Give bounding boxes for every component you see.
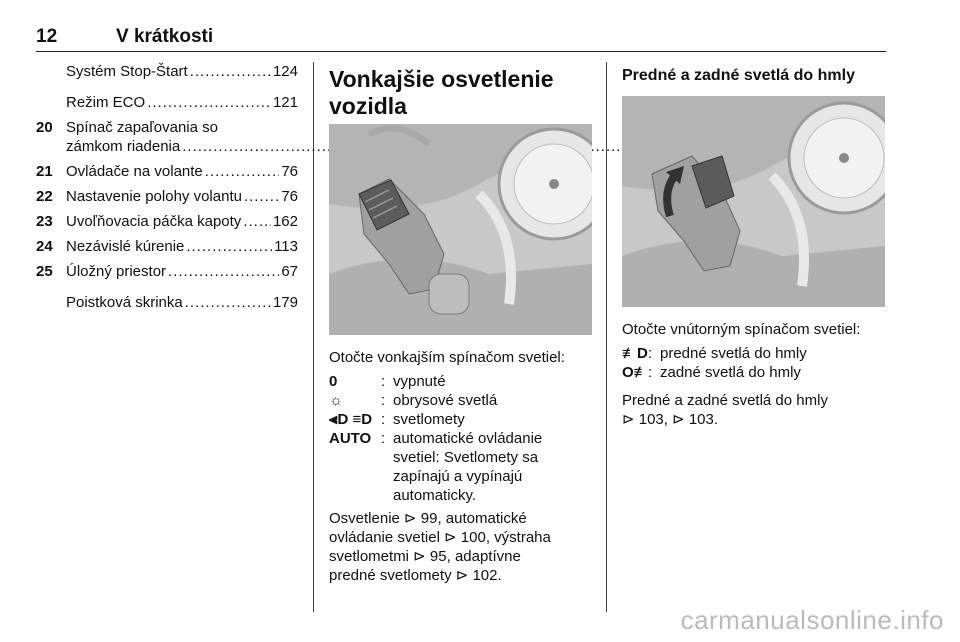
toc-page: 121 xyxy=(272,94,298,111)
toc-entry-text: Uvoľňovacia páčka kapoty xyxy=(66,213,242,230)
definition-row: AUTO : automatické ovládanie svetiel: Svetlomety sa zapínajú a vypínajú automaticky. xyxy=(329,430,543,504)
definition-row: ⫷D ≡D : svetlomety xyxy=(329,411,465,428)
toc-list xyxy=(36,62,298,318)
exterior-references: Osvetlenie ⊳ 99, automatické ovládanie svetiel ⊳ 100, výstraha svetlometmi ⊳ 95, adaptívne predné svetlomety ⊳ 102. xyxy=(329,510,551,584)
toc-entry-text: Systém Stop-Štart xyxy=(66,63,188,80)
toc-number: 21 xyxy=(36,163,53,180)
toc-number: 24 xyxy=(36,238,53,255)
rear-fog-light-icon: O≢ xyxy=(622,364,649,381)
definition-row: ≢D : predné svetlá do hmly xyxy=(622,345,807,362)
toc-row xyxy=(36,237,298,256)
watermark: carmanualsonline.info xyxy=(680,605,944,635)
toc-page: 76 xyxy=(281,188,298,205)
exterior-light-switch-illustration xyxy=(329,124,592,335)
off-symbol: 0 xyxy=(329,373,338,390)
toc-entry-text: Úložný priestor xyxy=(66,263,167,280)
toc-number: 25 xyxy=(36,263,53,280)
toc-row xyxy=(36,62,298,81)
toc-entry-text: Spínač zapaľovania so xyxy=(66,119,218,136)
front-fog-light-icon: ≢D xyxy=(622,345,648,362)
exterior-lighting-heading: Vonkajšie osvetlenie vozidla xyxy=(329,66,554,119)
toc-page: 67 xyxy=(281,263,298,280)
fog-instruction: Otočte vnútorným spínačom svetiel: xyxy=(622,321,861,338)
exterior-instruction: Otočte vonkajším spínačom svetiel: xyxy=(329,349,565,366)
parking-light-icon: ☼ xyxy=(329,392,343,409)
toc-entry-text: Režim ECO xyxy=(66,94,146,111)
fog-light-switch-illustration xyxy=(622,96,885,307)
definition-row: O≢ : zadné svetlá do hmly xyxy=(622,364,801,381)
toc-page: 113 xyxy=(274,238,298,255)
toc-entry-text: Ovládače na volante xyxy=(66,163,203,180)
page-header-title: V krátkosti xyxy=(116,26,214,47)
toc-entry-text: Nastavenie polohy volantu xyxy=(66,188,242,205)
toc-number: 20 xyxy=(36,119,53,136)
toc-row xyxy=(36,293,298,312)
toc-page: 76 xyxy=(281,163,298,180)
toc-entry-text: Nezávislé kúrenie xyxy=(66,238,185,255)
toc-page: 179 xyxy=(272,294,298,311)
toc-row xyxy=(36,162,298,181)
toc-number: 23 xyxy=(36,213,53,230)
toc-entry-text-2: zámkom riadenia xyxy=(66,138,181,155)
fog-lights-heading: Predné a zadné svetlá do hmly xyxy=(622,67,855,84)
toc-row xyxy=(36,212,298,231)
toc-row xyxy=(36,118,298,156)
toc-page: 124 xyxy=(272,63,298,80)
definition-row: 0 : vypnuté xyxy=(329,373,446,390)
toc-row xyxy=(36,93,298,112)
auto-symbol: AUTO xyxy=(329,430,372,447)
toc-entry-text: Poistková skrinka xyxy=(66,294,183,311)
toc-page: 162 xyxy=(272,213,298,230)
toc-row xyxy=(36,187,298,206)
headlight-icon: ⫷D ≡D xyxy=(329,411,373,428)
fog-references: Predné a zadné svetlá do hmly ⊳ 103, ⊳ 103. xyxy=(622,392,828,428)
header-divider xyxy=(36,51,886,52)
page-number: 12 xyxy=(36,26,58,47)
definition-row: ☼ : obrysové svetlá xyxy=(329,392,498,409)
fog-switch-positions xyxy=(622,344,886,382)
exterior-switch-positions xyxy=(329,372,593,505)
toc-number: 22 xyxy=(36,188,53,205)
toc-row xyxy=(36,262,298,281)
